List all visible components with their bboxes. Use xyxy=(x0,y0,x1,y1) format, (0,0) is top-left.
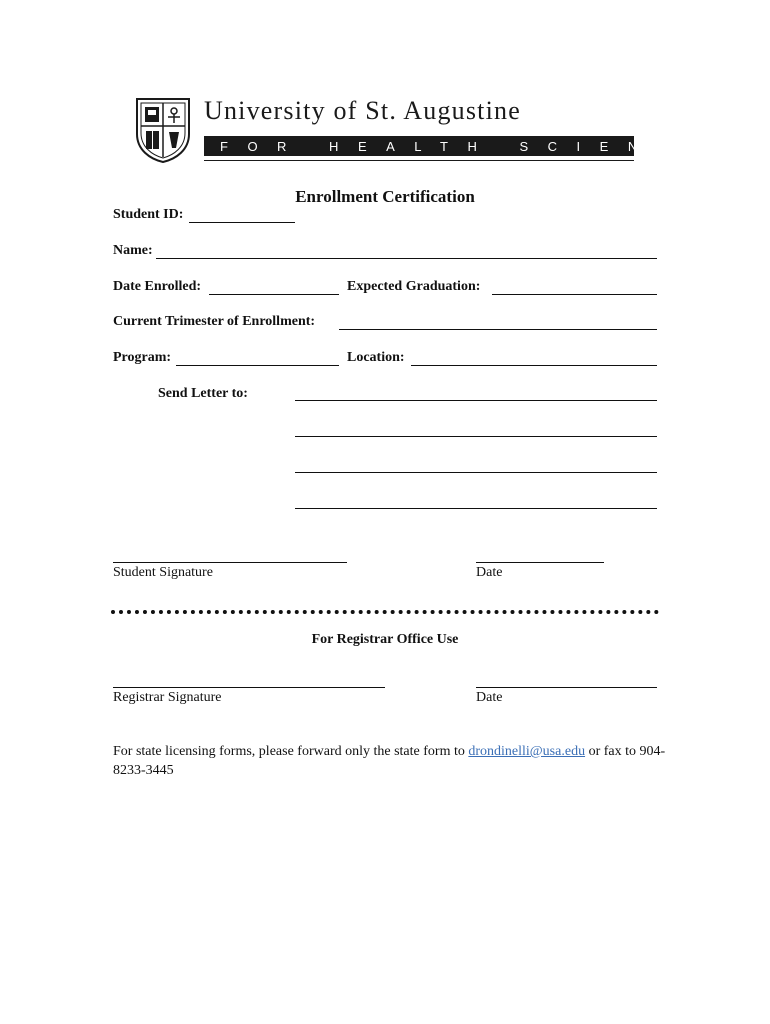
header-rule xyxy=(204,160,634,161)
note-text-after: or fax to 904-8233-3445 xyxy=(113,744,666,778)
location-label: Location: xyxy=(347,350,405,365)
program-label: Program: xyxy=(113,350,172,365)
registrar-date-field[interactable] xyxy=(476,687,657,688)
date-enrolled-field[interactable] xyxy=(209,294,339,295)
current-trimester-field[interactable] xyxy=(339,329,657,330)
university-tagline: FOR HEALTH SCIENCES xyxy=(204,136,634,156)
address-line-2[interactable] xyxy=(295,436,657,437)
section-divider xyxy=(111,610,659,614)
address-line-3[interactable] xyxy=(295,472,657,473)
note-text-before: For state licensing forms, please forward only the state form to xyxy=(113,744,469,759)
send-letter-label: Send Letter to: xyxy=(158,386,248,401)
location-field[interactable] xyxy=(411,365,657,366)
student-date-label: Date xyxy=(476,565,503,580)
email-link[interactable]: drondinelli@usa.edu xyxy=(468,744,586,759)
form-title: Enrollment Certification xyxy=(295,187,475,206)
program-field[interactable] xyxy=(176,365,339,366)
student-signature-label: Student Signature xyxy=(113,565,213,580)
university-name xyxy=(204,96,521,126)
student-id-label: Student ID: xyxy=(113,207,184,222)
current-trimester-label: Current Trimester of Enrollment: xyxy=(113,314,316,329)
student-id-field[interactable] xyxy=(189,222,295,223)
name-field[interactable] xyxy=(156,258,657,259)
name-label: Name: xyxy=(113,243,153,258)
university-word-1: University xyxy=(204,96,326,125)
student-signature-field[interactable] xyxy=(113,562,347,563)
expected-graduation-field[interactable] xyxy=(492,294,657,295)
date-enrolled-label: Date Enrolled: xyxy=(113,279,202,294)
registrar-section-title: For Registrar Office Use xyxy=(311,632,459,647)
university-crest-icon xyxy=(134,96,192,164)
university-word-3: St. Augustine xyxy=(365,96,521,125)
university-word-2: of xyxy=(333,96,358,125)
expected-graduation-label: Expected Graduation: xyxy=(347,279,481,294)
registrar-date-label: Date xyxy=(476,690,503,705)
student-date-field[interactable] xyxy=(476,562,604,563)
address-line-4[interactable] xyxy=(295,508,657,509)
state-licensing-note xyxy=(113,742,673,780)
registrar-signature-field[interactable] xyxy=(113,687,385,688)
address-line-1[interactable] xyxy=(295,400,657,401)
registrar-signature-label: Registrar Signature xyxy=(113,690,222,705)
